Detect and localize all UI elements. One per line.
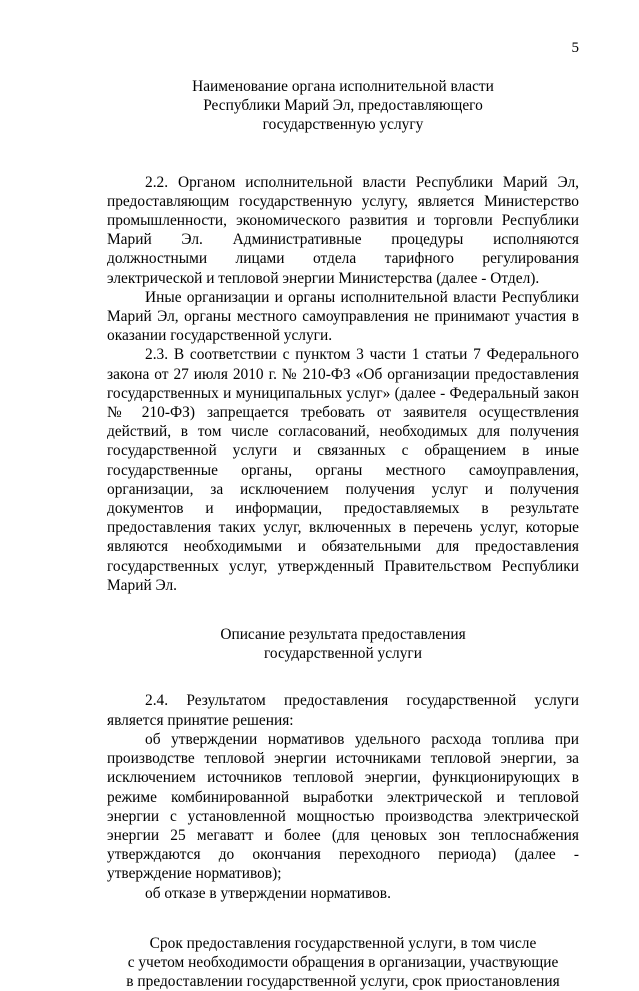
heading-line: с учетом необходимости обращения в организации, участвующие	[127, 953, 559, 971]
paragraph-2-3: 2.3. В соответствии с пунктом 3 части 1 статьи 7 Федерального закона от 27 июля 2010 г. № 210-ФЗ «Об организации предоставления государственных и муниципальных услуг» (далее - Федеральный закон № 210-ФЗ) запрещается требовать от заявителя осуществления действий, в том числе согласований, необходимых для получения государственной услуги и связанных с обращением в иные государственные органы, органы местного самоуправления, организации, за исключением получения услуг и получения документов и информации, предоставляемых в результате предоставления таких услуг, включенных в перечень услуг, которые являются необходимыми и обязательными для предоставления государственных услуг, утвержденный Правительством Республики Марий Эл.	[107, 346, 579, 594]
section-heading-term	[107, 934, 579, 991]
paragraph-2-2-other-organizations: Иные организации и органы исполнительной власти Республики Марий Эл, органы местного самоуправления не принимают участия в оказании государственной услуги.	[107, 288, 579, 345]
paragraph-2-4-approval: об утверждении нормативов удельного расхода топлива при производстве тепловой энергии источниками тепловой энергии, за исключением источников тепловой энергии, функционирующих в режиме комбинированной выработки электрической и тепловой энергии с установленной мощностью производства электрической энергии 25 мегаватт и более (для ценовых зон теплоснабжения утверждаются до окончания переходного периода) (далее - утверждение нормативов);	[107, 730, 579, 883]
paragraph-2-4-refusal: об отказе в утверждении нормативов.	[145, 884, 391, 902]
heading-line: государственную услугу	[262, 116, 424, 134]
section-heading-authority	[107, 77, 579, 135]
heading-line: Срок предоставления государственной услуги, в том числе	[149, 934, 537, 952]
document-body	[107, 77, 579, 991]
paragraph-2-2: 2.2. Органом исполнительной власти Республики Марий Эл, предоставляющим государственную услугу, является Министерство промышленности, экономического развития и торговли Республики Марий Эл. Административные процедуры исполняются должностными лицами отдела тарифного регулирования электрической и тепловой энергии Министерства (далее - Отдел).	[107, 173, 579, 287]
heading-line: Республики Марий Эл, предоставляющего	[203, 97, 483, 115]
heading-line: Описание результата предоставления	[220, 626, 466, 644]
page-number: 5	[571, 40, 579, 56]
heading-line: Наименование органа исполнительной власти	[192, 78, 494, 95]
heading-line: государственной услуги	[264, 645, 422, 663]
paragraph-2-4: 2.4. Результатом предоставления государственной услуги является принятие решения:	[107, 692, 579, 729]
heading-line: в предоставлении государственной услуги, срок приостановления	[126, 973, 560, 991]
section-heading-result	[107, 625, 579, 663]
